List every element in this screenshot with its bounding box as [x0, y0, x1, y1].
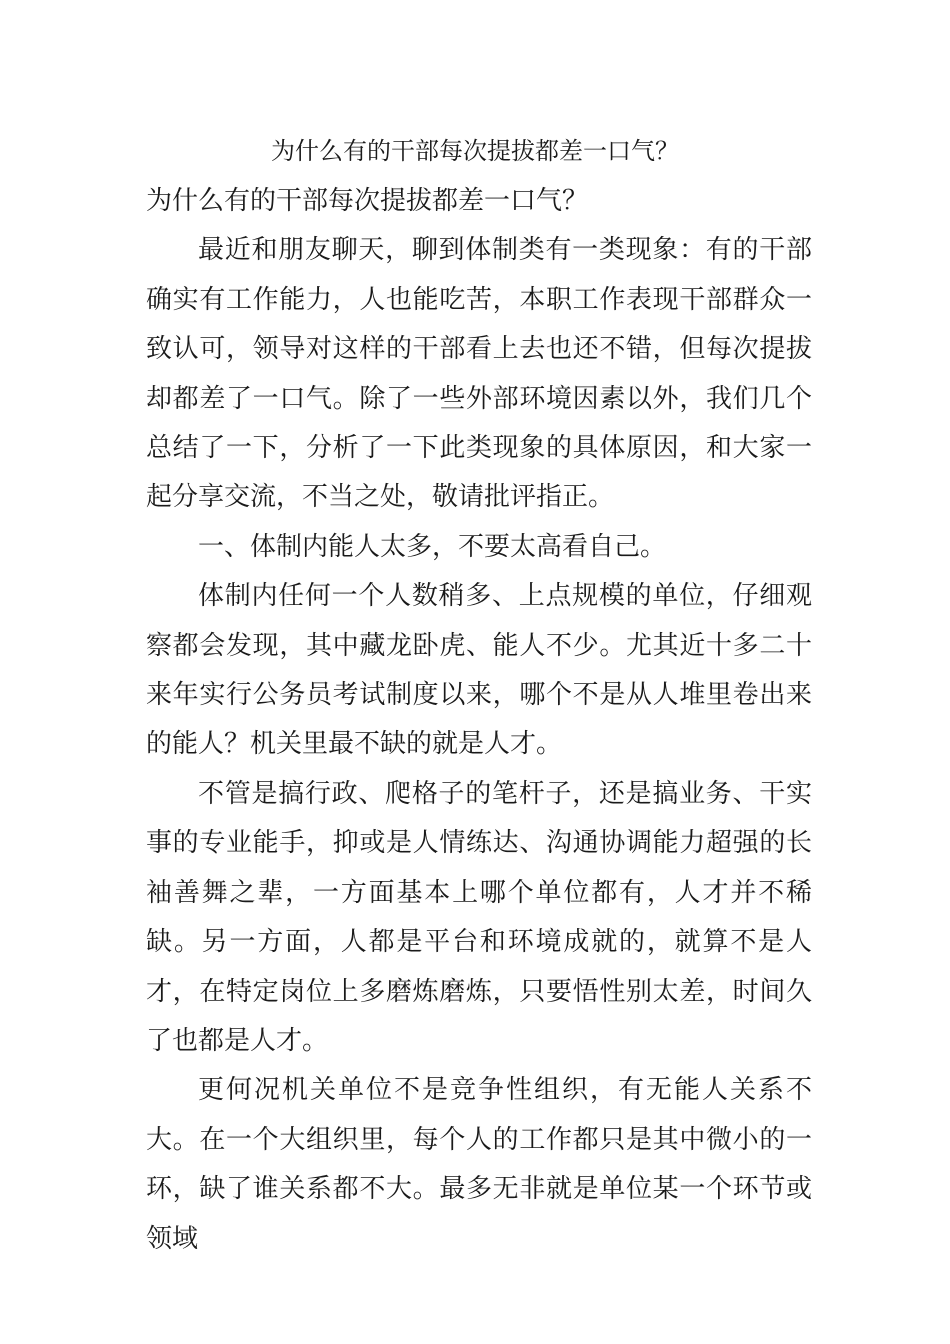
paragraph-intro: 最近和朋友聊天，聊到体制类有一类现象：有的干部确实有工作能力，人也能吃苦，本职工作表现干部群众一致认可，领导对这样的干部看上去也还不错，但每次提拔却都差了一口气。除了一些外部环境因素以外，我们几个总结了一下，分析了一下此类现象的具体原因，和大家一起分享交流，不当之处，敬请批评指正。: [146, 235, 812, 513]
section-heading-1: 一、体制内能人太多，不要太高看自己。: [198, 531, 667, 562]
paragraph-talent: 体制内任何一个人数稍多、上点规模的单位，仔细观察都会发现，其中藏龙卧虎、能人不少。尤其近十多二十来年实行公务员考试制度以来，哪个不是从人堆里卷出来的能人？机关里最不缺的就是人才。: [146, 581, 812, 760]
paragraph-organization: 更何况机关单位不是竞争性组织，有无能人关系不大。在一个大组织里，每个人的工作都只是其中微小的一环，缺了谁关系都不大。最多无非就是单位某一个环节或领域: [146, 1075, 812, 1254]
document-body: [146, 177, 812, 1264]
paragraph-roles: 不管是搞行政、爬格子的笔杆子，还是搞业务、干实事的专业能手，抑或是人情练达、沟通协调能力超强的长袖善舞之辈，一方面基本上哪个单位都有，人才并不稀缺。另一方面，人都是平台和环境成就的，就算不是人才，在特定岗位上多磨炼磨炼，只要悟性别太差，时间久了也都是人才。: [146, 778, 812, 1056]
document-subtitle: 为什么有的干部每次提拔都差一口气？: [146, 186, 589, 216]
document-title: 为什么有的干部每次提拔都差一口气？: [271, 137, 679, 165]
